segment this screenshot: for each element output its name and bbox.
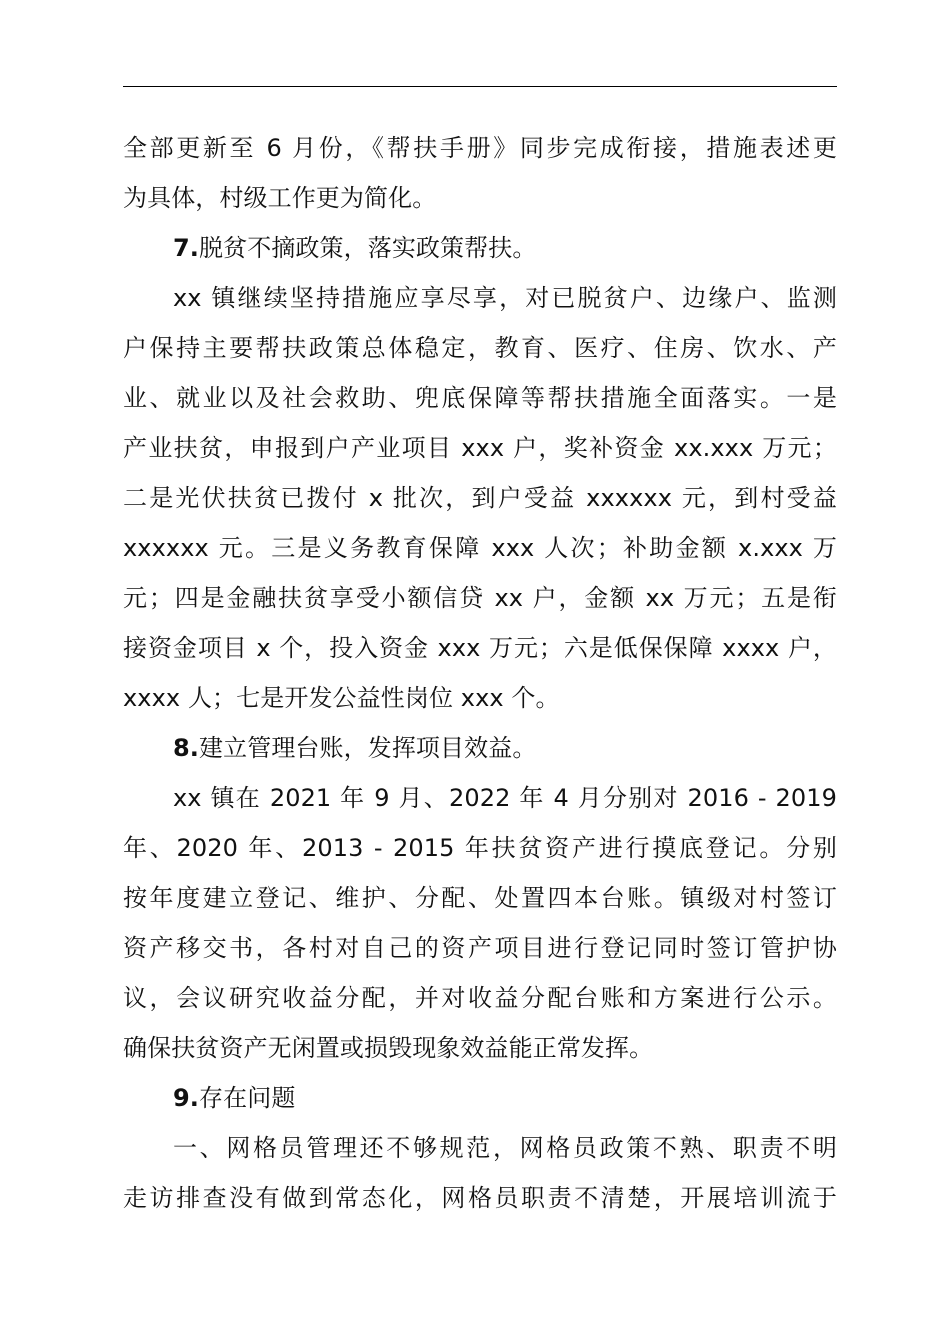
heading-number: 8. xyxy=(173,734,200,762)
text-line: 全部更新至 6 月份，《帮扶手册》同步完成衔接，措施表述更 xyxy=(123,134,837,162)
text-line: 接资金项目 x 个，投入资金 xxx 万元；六是低保保障 xxxx 户， xyxy=(123,634,837,662)
text-line: 走访排查没有做到常态化，网格员职责不清楚，开展培训流于 xyxy=(123,1184,837,1212)
section-heading-7 xyxy=(173,232,536,264)
text-line: 资产移交书，各村对自己的资产项目进行登记同时签订管护协 xyxy=(123,934,837,962)
heading-number: 7. xyxy=(173,234,200,262)
text-line: 为具体，村级工作更为简化。 xyxy=(123,184,437,212)
heading-text: 建立管理台账，发挥项目效益。 xyxy=(199,734,537,762)
text-line: xx 镇继续坚持措施应享尽享，对已脱贫户、边缘户、监测 xyxy=(173,284,837,312)
text-line: 按年度建立登记、维护、分配、处置四本台账。镇级对村签订 xyxy=(123,884,837,912)
header-rule xyxy=(123,86,837,87)
text-line: xxxx 人；七是开发公益性岗位 xxx 个。 xyxy=(123,684,560,712)
text-line: xxxxxx 元。三是义务教育保障 xxx 人次；补助金额 x.xxx 万 xyxy=(123,534,837,562)
text-line: 议，会议研究收益分配，并对收益分配台账和方案进行公示。 xyxy=(123,984,837,1012)
text-line: 二是光伏扶贫已拨付 x 批次，到户受益 xxxxxx 元，到村受益 xyxy=(123,484,837,512)
text-line: 户保持主要帮扶政策总体稳定，教育、医疗、住房、饮水、产 xyxy=(123,334,837,362)
text-line: 一、网格员管理还不够规范，网格员政策不熟、职责不明 xyxy=(173,1134,837,1162)
text-line: xx 镇在 2021 年 9 月、2022 年 4 月分别对 2016 - 2019 xyxy=(173,784,837,812)
heading-text: 存在问题 xyxy=(199,1084,296,1112)
text-line: 年、2020 年、2013 - 2015 年扶贫资产进行摸底登记。分别 xyxy=(123,834,837,862)
text-line: 业、就业以及社会救助、兜底保障等帮扶措施全面落实。一是 xyxy=(123,384,837,412)
text-line: 确保扶贫资产无闲置或损毁现象效益能正常发挥。 xyxy=(123,1034,654,1062)
heading-text: 脱贫不摘政策，落实政策帮扶。 xyxy=(199,234,537,262)
section-heading-9 xyxy=(173,1082,295,1114)
section-heading-8 xyxy=(173,732,536,764)
heading-number: 9. xyxy=(173,1084,200,1112)
text-line: 元；四是金融扶贫享受小额信贷 xx 户，金额 xx 万元；五是衔 xyxy=(123,584,837,612)
text-line: 产业扶贫，申报到户产业项目 xxx 户，奖补资金 xx.xxx 万元； xyxy=(123,434,837,462)
